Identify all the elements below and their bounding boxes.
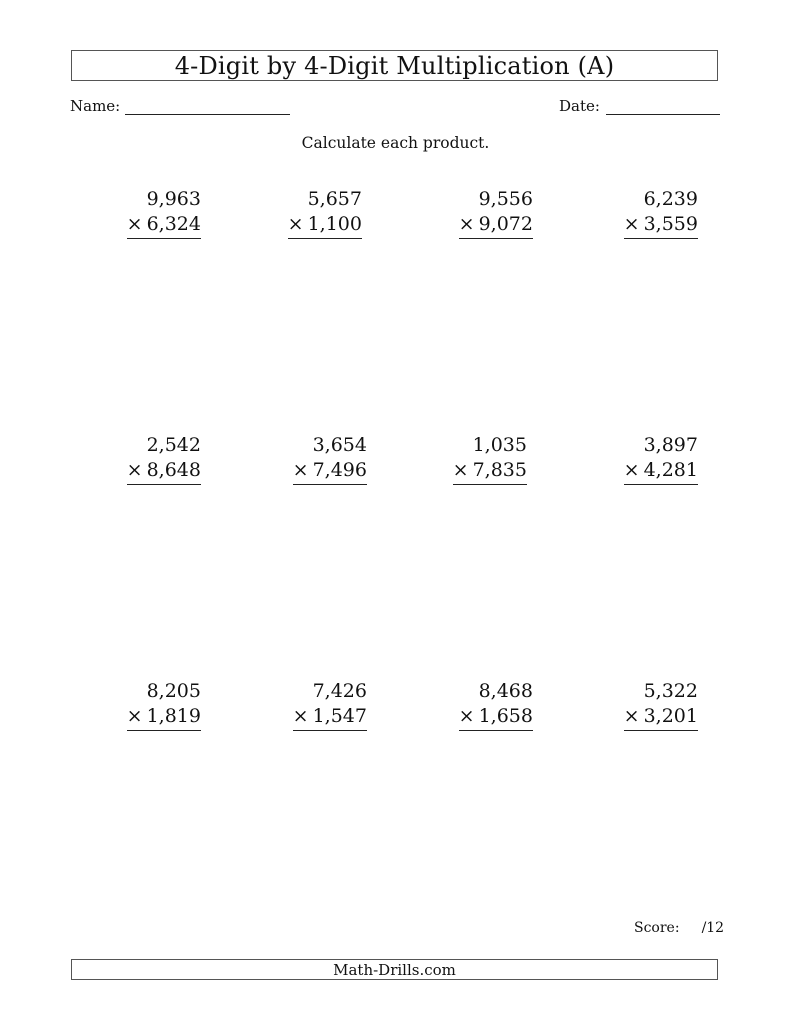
multiply-sign: ×	[458, 705, 475, 727]
score-label: Score:	[634, 920, 680, 936]
problem-bottom-line	[459, 704, 533, 731]
problem-10	[293, 679, 367, 731]
date-label: Date:	[559, 97, 600, 115]
problem-bottom-number: 3,201	[643, 705, 698, 727]
problem-bottom-line	[288, 212, 362, 239]
problem-bottom-number: 7,835	[472, 459, 527, 481]
problem-bottom-line	[127, 704, 201, 731]
name-field[interactable]	[70, 97, 290, 115]
problem-bottom-number: 3,559	[643, 213, 698, 235]
problem-bottom-line	[624, 458, 698, 485]
problem-5	[127, 433, 201, 485]
problem-bottom-number: 6,324	[146, 213, 201, 235]
problem-top-number: 5,657	[307, 188, 362, 210]
problem-1	[127, 187, 201, 239]
problem-top-number: 8,205	[146, 680, 201, 702]
problem-6	[293, 433, 367, 485]
problem-8	[624, 433, 698, 485]
problem-top-number: 9,963	[146, 188, 201, 210]
problem-bottom-line	[624, 704, 698, 731]
problem-top-number: 8,468	[478, 680, 533, 702]
problem-bottom-line	[293, 704, 367, 731]
problem-top-number: 3,654	[312, 434, 367, 456]
problem-bottom-line	[293, 458, 367, 485]
problem-bottom-line	[459, 212, 533, 239]
footer-site-name: Math-Drills.com	[333, 960, 456, 979]
problem-7	[453, 433, 527, 485]
problem-bottom-line	[453, 458, 527, 485]
problem-top-number: 3,897	[643, 434, 698, 456]
score-total: /12	[701, 920, 725, 936]
problem-4	[624, 187, 698, 239]
multiply-sign: ×	[623, 705, 640, 727]
problem-top-number: 1,035	[472, 434, 527, 456]
worksheet-title	[71, 50, 718, 81]
problem-bottom-number: 1,658	[478, 705, 533, 727]
problem-11	[459, 679, 533, 731]
problem-bottom-number: 1,547	[312, 705, 367, 727]
multiply-sign: ×	[292, 705, 309, 727]
date-field[interactable]	[559, 97, 720, 115]
problem-bottom-number: 1,100	[307, 213, 362, 235]
problem-top-number: 9,556	[478, 188, 533, 210]
multiply-sign: ×	[623, 459, 640, 481]
score-field	[634, 920, 724, 936]
name-blank-line[interactable]	[125, 98, 290, 115]
problem-top-number: 5,322	[643, 680, 698, 702]
multiply-sign: ×	[623, 213, 640, 235]
problem-2	[288, 187, 362, 239]
problem-bottom-line	[624, 212, 698, 239]
name-label: Name:	[70, 97, 121, 115]
problem-top-number: 2,542	[146, 434, 201, 456]
problem-bottom-line	[127, 458, 201, 485]
multiply-sign: ×	[126, 459, 143, 481]
footer	[71, 959, 718, 980]
multiply-sign: ×	[458, 213, 475, 235]
date-blank-line[interactable]	[606, 98, 720, 115]
problem-12	[624, 679, 698, 731]
multiply-sign: ×	[126, 705, 143, 727]
problem-bottom-number: 8,648	[146, 459, 201, 481]
problem-bottom-number: 7,496	[312, 459, 367, 481]
multiply-sign: ×	[287, 213, 304, 235]
problem-9	[127, 679, 201, 731]
problem-bottom-number: 4,281	[643, 459, 698, 481]
problem-bottom-line	[127, 212, 201, 239]
problem-top-number: 7,426	[312, 680, 367, 702]
multiply-sign: ×	[292, 459, 309, 481]
problem-3	[459, 187, 533, 239]
problem-bottom-number: 1,819	[146, 705, 201, 727]
multiply-sign: ×	[452, 459, 469, 481]
problem-top-number: 6,239	[643, 188, 698, 210]
problem-bottom-number: 9,072	[478, 213, 533, 235]
worksheet-title-text: 4-Digit by 4-Digit Multiplication (A)	[174, 51, 615, 80]
instructions: Calculate each product.	[301, 134, 490, 152]
multiply-sign: ×	[126, 213, 143, 235]
